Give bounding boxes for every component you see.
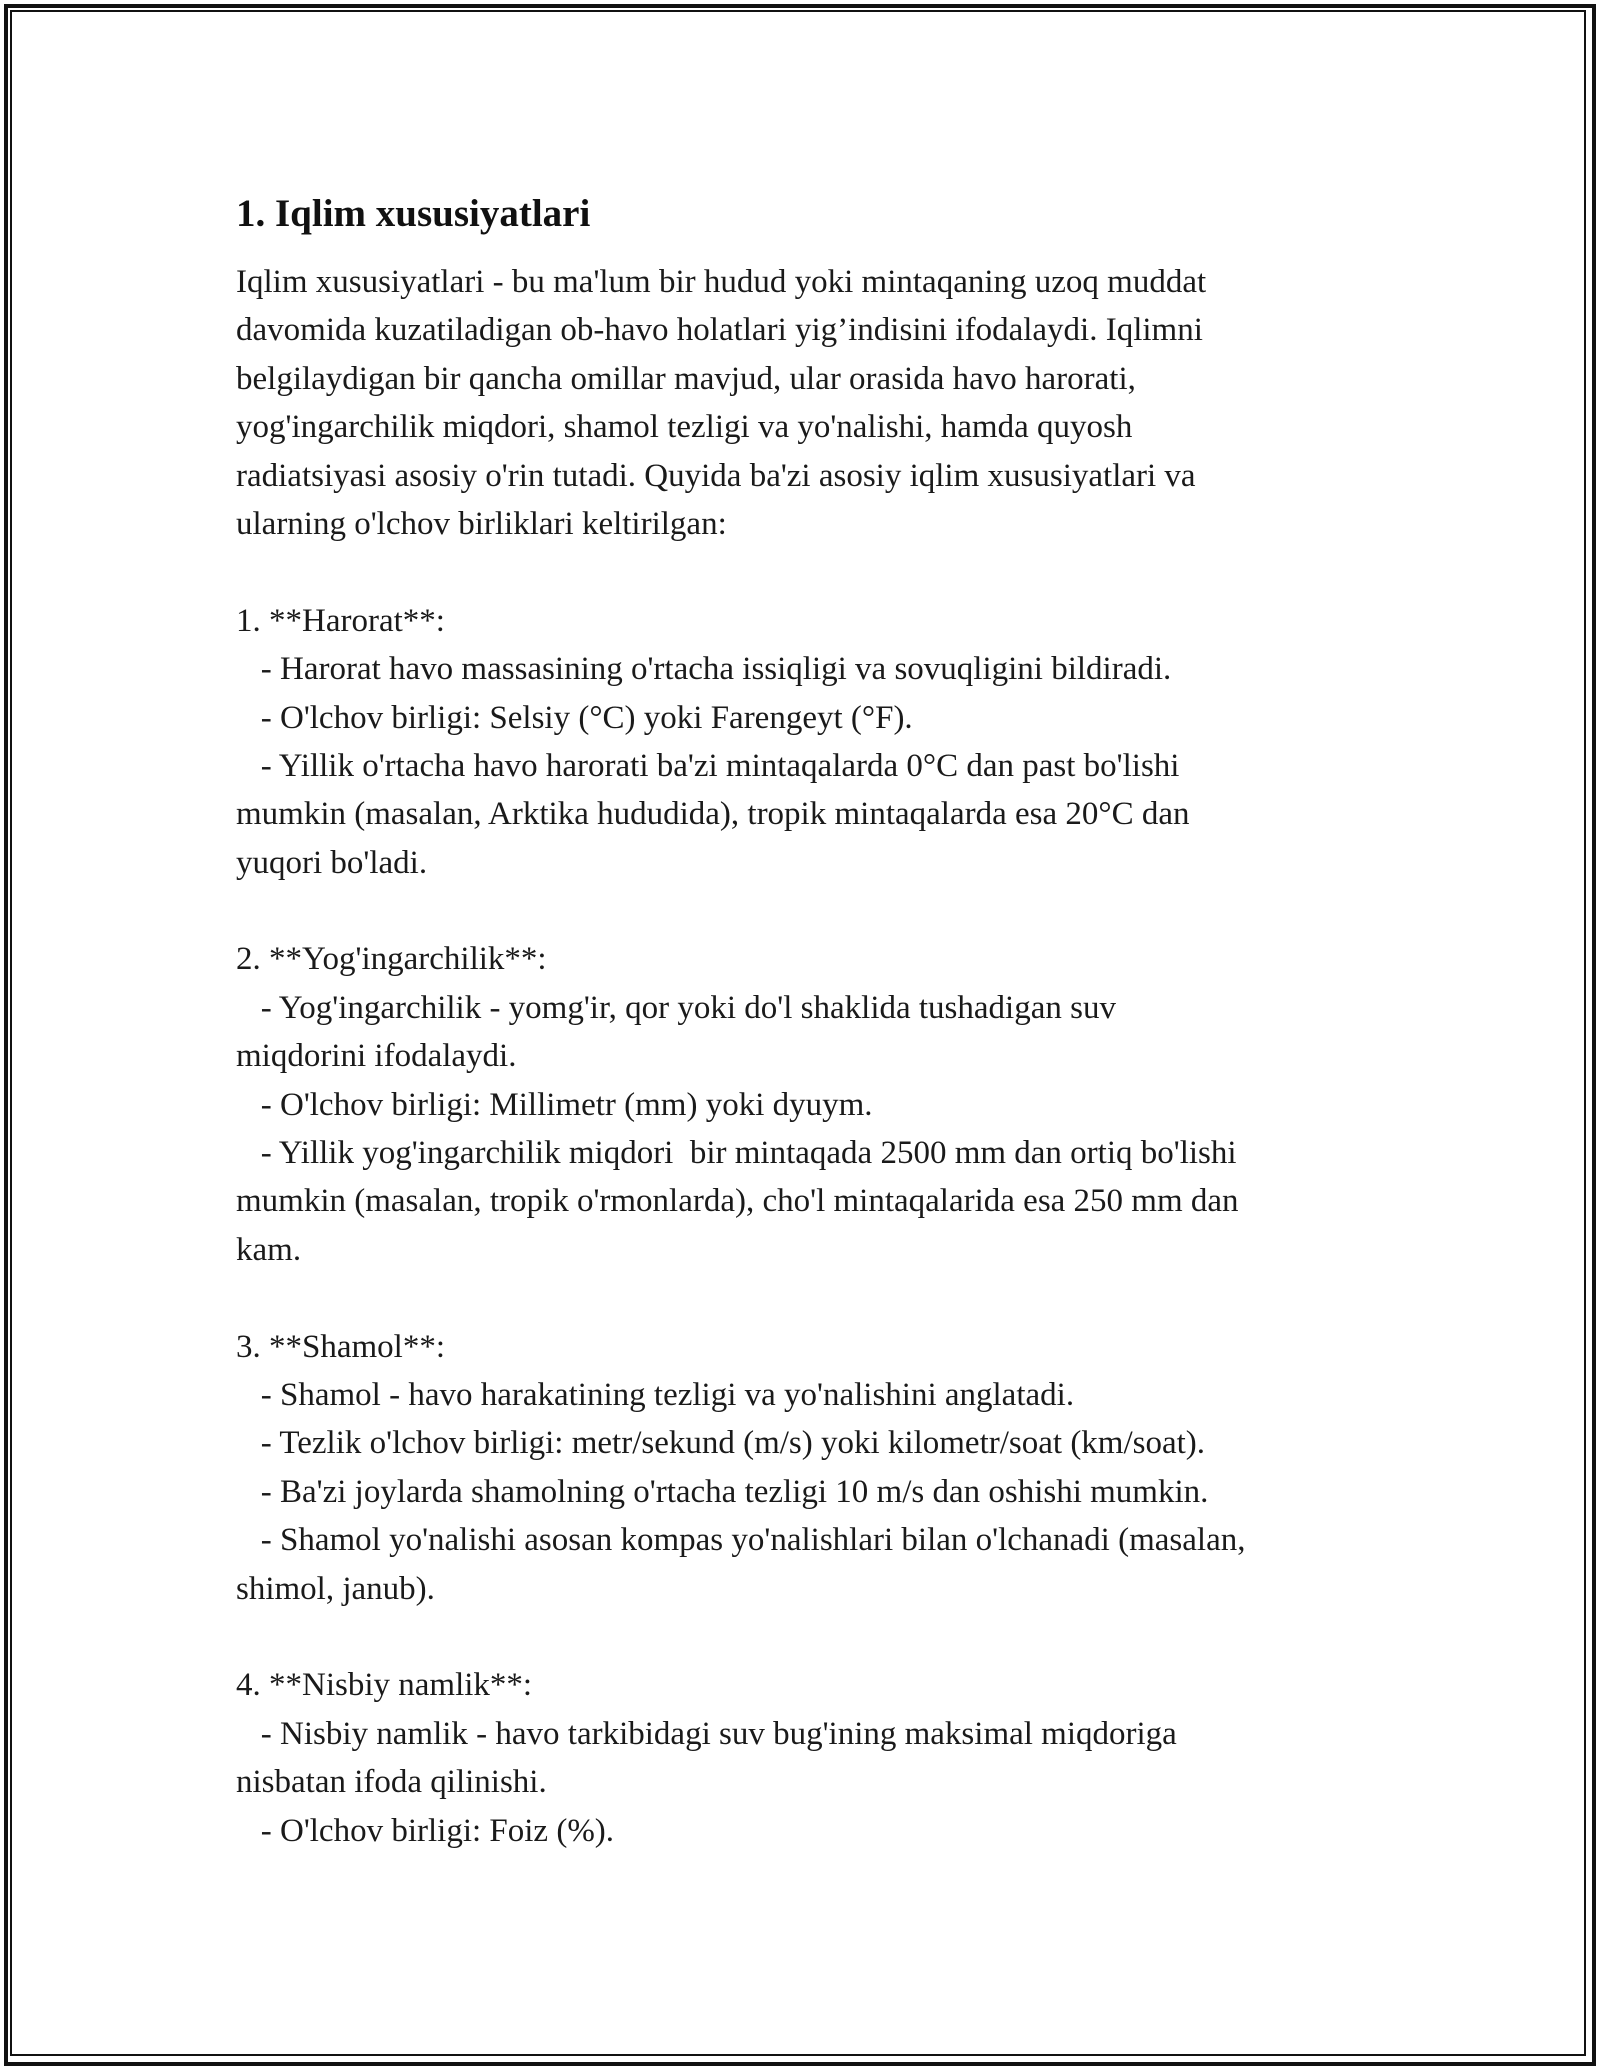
document-text [236,258,1376,1855]
text-line: radiatsiyasi asosiy o'rin tutadi. Quyida ba'zi asosiy iqlim xususiyatlari va [236,457,1196,494]
text-line: - O'lchov birligi: Foiz (%). [236,1812,615,1849]
text-line: miqdorini ifodalaydi. [236,1038,517,1075]
text-line: - Harorat havo massasining o'rtacha issiqligi va sovuqligini bildiradi. [236,651,1172,688]
text-line: 1. **Harorat**: [236,602,445,639]
text-line: - Shamol yo'nalishi asosan kompas yo'nalishlari bilan o'lchanadi (masalan, [236,1522,1246,1559]
text-line: - Yillik yog'ingarchilik miqdori bir mintaqada 2500 mm dan ortiq bo'lishi [236,1135,1237,1172]
text-line: - Ba'zi joylarda shamolning o'rtacha tezligi 10 m/s dan oshishi mumkin. [236,1473,1209,1510]
blank-line [236,1274,1376,1322]
blank-line [236,1613,1376,1661]
text-line: 2. **Yog'ingarchilik**: [236,941,547,978]
text-line: nisbatan ifoda qilinishi. [236,1764,547,1801]
text-line: belgilaydigan bir qancha omillar mavjud, ular orasida havo harorati, [236,360,1136,397]
text-line: yuqori bo'ladi. [236,844,428,881]
blank-line [236,887,1376,935]
text-line: yog'ingarchilik miqdori, shamol tezligi va yo'nalishi, hamda quyosh [236,409,1133,446]
text-line: - Yog'ingarchilik - yomg'ir, qor yoki do'l shaklida tushadigan suv [236,989,1116,1026]
text-line: - Nisbiy namlik - havo tarkibidagi suv bug'ining maksimal miqdoriga [236,1715,1177,1752]
text-line: kam. [236,1231,302,1268]
text-line: davomida kuzatiladigan ob-havo holatlari yig’indisini ifodalaydi. Iqlimni [236,312,1203,349]
text-line: - O'lchov birligi: Millimetr (mm) yoki dyuym. [236,1086,873,1123]
text-line: 4. **Nisbiy namlik**: [236,1667,533,1704]
text-line: mumkin (masalan, tropik o'rmonlarda), cho'l mintaqalarida esa 250 mm dan [236,1183,1239,1220]
page-title: 1. Iqlim xususiyatlari [236,192,591,235]
text-line: - O'lchov birligi: Selsiy (°C) yoki Farengeyt (°F). [236,699,913,736]
text-line: mumkin (masalan, Arktika hududida), tropik mintaqalarda esa 20°C dan [236,796,1190,833]
blank-line [236,548,1376,596]
text-line: - Shamol - havo harakatining tezligi va yo'nalishini anglatadi. [236,1376,1075,1413]
text-line: Iqlim xususiyatlari - bu ma'lum bir hudud yoki mintaqaning uzoq muddat [236,264,1207,300]
text-line: shimol, janub). [236,1570,435,1607]
text-line: - Tezlik o'lchov birligi: metr/sekund (m/s) yoki kilometr/soat (km/soat). [236,1425,1206,1462]
document-body [236,188,1376,1855]
text-line: ularning o'lchov birliklari keltirilgan: [236,505,727,542]
text-line: 3. **Shamol**: [236,1328,446,1365]
text-line: - Yillik o'rtacha havo harorati ba'zi mintaqalarda 0°C dan past bo'lishi [236,747,1180,784]
